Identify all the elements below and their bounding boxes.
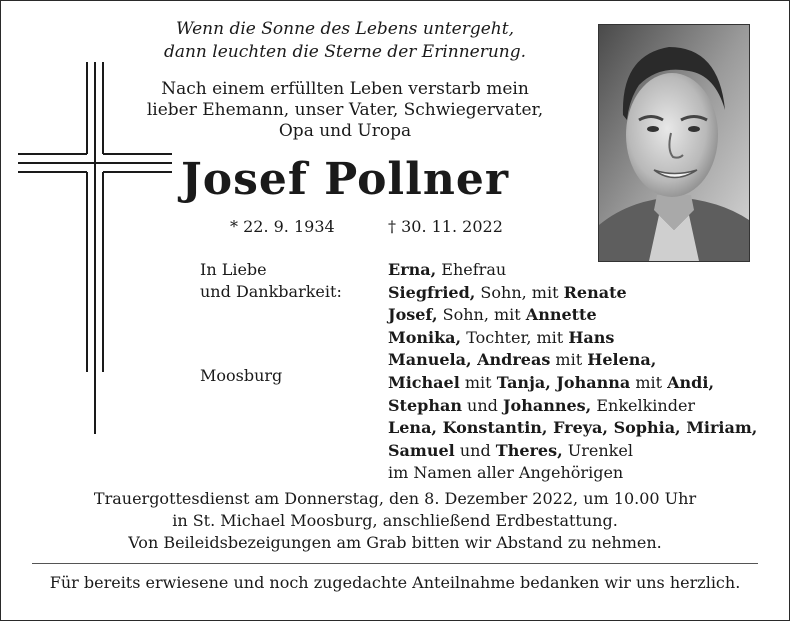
mourner-line bbox=[388, 259, 757, 282]
intro-line: Nach einem erfüllten Leben verstarb mein bbox=[161, 79, 529, 99]
mourner-relation: mit bbox=[550, 350, 588, 370]
mourner-relation: Sohn, mit bbox=[437, 305, 526, 325]
quote-line: Wenn die Sonne des Lebens untergeht, bbox=[176, 19, 514, 39]
mourner-name: Josef, bbox=[388, 305, 438, 325]
mourner-relation: Tochter, mit bbox=[461, 327, 569, 347]
mourner-relation: im Namen aller Angehörigen bbox=[388, 463, 624, 483]
mourners-list bbox=[388, 259, 757, 485]
birth-date: * 22. 9. 1934 bbox=[230, 217, 335, 236]
mourner-name: Lena, Konstantin, Freya, Sophia, Miriam, bbox=[388, 418, 758, 438]
mourner-name: Annette bbox=[525, 305, 597, 325]
mourner-name: Manuela, Andreas bbox=[388, 350, 551, 370]
mourner-name: Renate bbox=[563, 282, 627, 302]
mourner-line bbox=[388, 417, 757, 440]
mourner-name: Helena, bbox=[587, 350, 657, 370]
divider bbox=[32, 563, 758, 564]
service-line: Trauergottesdienst am Donnerstag, den 8. Dezember 2022, um 10.00 Uhr bbox=[93, 489, 697, 508]
mourner-name: Erna, bbox=[388, 260, 437, 279]
deceased-name: Josef Pollner bbox=[180, 154, 510, 205]
mourner-relation: Ehefrau bbox=[436, 260, 507, 279]
mourner-name: Siegfried, bbox=[388, 282, 476, 302]
death-date: † 30. 11. 2022 bbox=[388, 217, 503, 236]
intro-line: lieber Ehemann, unser Vater, Schwiegervater, bbox=[146, 100, 544, 120]
service-line: in St. Michael Moosburg, anschließend Erdbestattung. bbox=[172, 511, 618, 530]
mourner-line bbox=[388, 327, 757, 350]
mourner-line bbox=[388, 304, 757, 327]
mourner-line bbox=[388, 395, 757, 418]
mourner-name: Tanja, Johanna bbox=[496, 372, 631, 392]
mourner-name: Michael bbox=[388, 372, 460, 392]
portrait-photo bbox=[598, 24, 750, 262]
service-line: Von Beileidsbezeigungen am Grab bitten wir Abstand zu nehmen. bbox=[128, 533, 662, 552]
mourner-relation: und bbox=[461, 395, 503, 415]
mourner-name: Hans bbox=[568, 327, 615, 347]
dankbarkeit-label: und Dankbarkeit: bbox=[200, 282, 342, 301]
mourner-name: Andi, bbox=[667, 372, 715, 392]
place-label: Moosburg bbox=[200, 366, 283, 385]
mourner-name: Theres, bbox=[495, 440, 563, 460]
mourner-name: Johannes, bbox=[502, 395, 592, 415]
intro-line: Opa und Uropa bbox=[278, 121, 412, 141]
in-liebe-label: In Liebe bbox=[200, 260, 267, 279]
mourner-relation: mit bbox=[459, 372, 497, 392]
mourner-relation: mit bbox=[630, 372, 668, 392]
intro-text bbox=[130, 79, 560, 142]
mourner-line bbox=[388, 462, 757, 485]
thanks-text: Für bereits erwiesene und noch zugedachte Anteilnahme bedanken wir uns herzlich. bbox=[49, 573, 741, 592]
memorial-quote bbox=[130, 18, 560, 64]
funeral-service-info bbox=[30, 488, 760, 554]
mourner-line bbox=[388, 349, 757, 372]
quote-line: dann leuchten die Sterne der Erinnerung. bbox=[163, 42, 527, 62]
mourner-relation: Sohn, mit bbox=[475, 282, 564, 302]
mourner-line bbox=[388, 282, 757, 305]
mourner-line bbox=[388, 372, 757, 395]
mourner-relation: und bbox=[454, 440, 496, 460]
mourner-name: Monika, bbox=[388, 327, 462, 347]
mourner-name: Samuel bbox=[388, 440, 455, 460]
mourner-relation: Enkelkinder bbox=[591, 395, 696, 415]
mourner-name: Stephan bbox=[388, 395, 462, 415]
mourner-relation: Urenkel bbox=[562, 440, 633, 460]
mourner-line bbox=[388, 440, 757, 463]
